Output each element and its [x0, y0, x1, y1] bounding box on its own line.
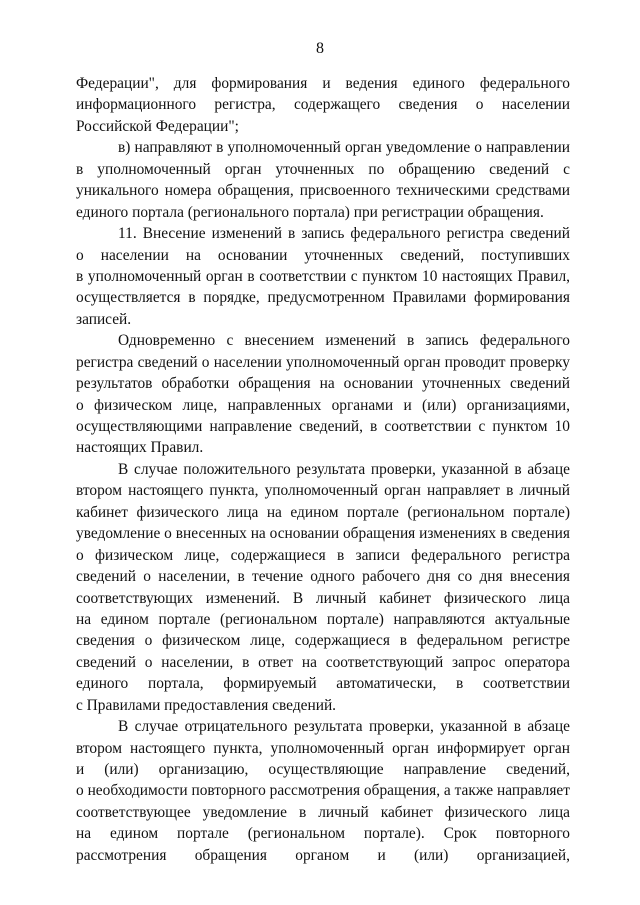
- page-number: 8: [316, 40, 324, 57]
- text-line: на едином портале (региональном портале) направляются актуальные: [76, 610, 570, 628]
- text-line: сведения о физическом лице, содержащиеся в федеральном регистре: [76, 632, 570, 650]
- text-line: в уполномоченный орган в соответствии с пунктом 10 настоящих Правил,: [76, 267, 570, 285]
- text-line: о физическом лице, направленных органами и (или) организациями,: [76, 396, 570, 414]
- text-line: уникального номера обращения, присвоенного техническими средствами: [76, 182, 570, 200]
- text-line: сведений о населении, в течение одного рабочего дня со дня внесения: [76, 568, 570, 586]
- paragraph: [76, 459, 570, 716]
- text-line: единого портала (регионального портала) при регистрации обращения.: [76, 203, 544, 221]
- text-line: осуществляющими направление сведений, в соответствии с пунктом 10: [76, 418, 570, 435]
- paragraph: [76, 137, 570, 223]
- text-line: на едином портале (региональном портале). Срок повторного: [76, 825, 570, 843]
- text-line: с Правилами предоставления сведений.: [76, 696, 337, 714]
- text-line: о физическом лице, содержащиеся в записи федерального регистра: [76, 546, 570, 564]
- text-line: Одновременно с внесением изменений в запись федерального: [118, 332, 570, 350]
- text-line: осуществляется в порядке, предусмотренном Правилами формирования: [76, 289, 570, 307]
- text-line: единого портала, формируемый автоматически, в соответствии: [76, 675, 570, 693]
- text-line: кабинет физического лица на едином портале (региональном портале): [76, 503, 570, 521]
- text-line: втором настоящего пункта, уполномоченный орган направляет в личный: [76, 482, 570, 500]
- text-line: в уполномоченный орган уточненных по обращению сведений с: [76, 160, 570, 178]
- text-line: регистра сведений о населении уполномоченный орган проводит проверку: [76, 353, 570, 371]
- text-line: уведомление о внесенных на основании обращения изменениях в сведения: [76, 525, 570, 543]
- text-line: Российской Федерации";: [76, 117, 239, 135]
- text-line: о необходимости повторного рассмотрения обращения, а также направляет: [76, 782, 570, 800]
- text-line: о населении на основании уточненных сведений, поступивших: [76, 246, 570, 264]
- text-line: В случае положительного результата проверки, указанной в абзаце: [118, 460, 570, 478]
- text-line: рассмотрения обращения органом и (или) организацией,: [76, 846, 570, 864]
- text-line: записей.: [76, 310, 132, 328]
- text-line: соответствующее уведомление в личный кабинет физического лица: [76, 803, 570, 821]
- text-line: 11. Внесение изменений в запись федерального регистра сведений: [118, 225, 570, 243]
- text-line: настоящих Правил.: [76, 439, 204, 457]
- paragraph: [76, 223, 570, 330]
- text-line: соответствующих изменений. В личный кабинет физического лица: [76, 589, 570, 607]
- text-line: Федерации", для формирования и ведения единого федерального: [76, 75, 570, 92]
- text-line: втором настоящего пункта, уполномоченный орган информирует орган: [76, 739, 570, 757]
- text-line: В случае отрицательного результата проверки, указанной в абзаце: [118, 718, 570, 736]
- text-line: информационного регистра, содержащего сведения о населении: [76, 96, 570, 114]
- text-line: в) направляют в уполномоченный орган уведомление о направлении: [118, 139, 570, 157]
- text-line: сведений о населении, в ответ на соответствующий запрос оператора: [76, 653, 570, 671]
- document-body: [76, 73, 570, 866]
- text-line: результатов обработки обращения на основании уточненных сведений: [76, 375, 570, 393]
- paragraph: [76, 73, 570, 137]
- paragraph: [76, 330, 570, 459]
- text-line: и (или) организацию, осуществляющие направление сведений,: [76, 761, 570, 778]
- paragraph: [76, 716, 570, 866]
